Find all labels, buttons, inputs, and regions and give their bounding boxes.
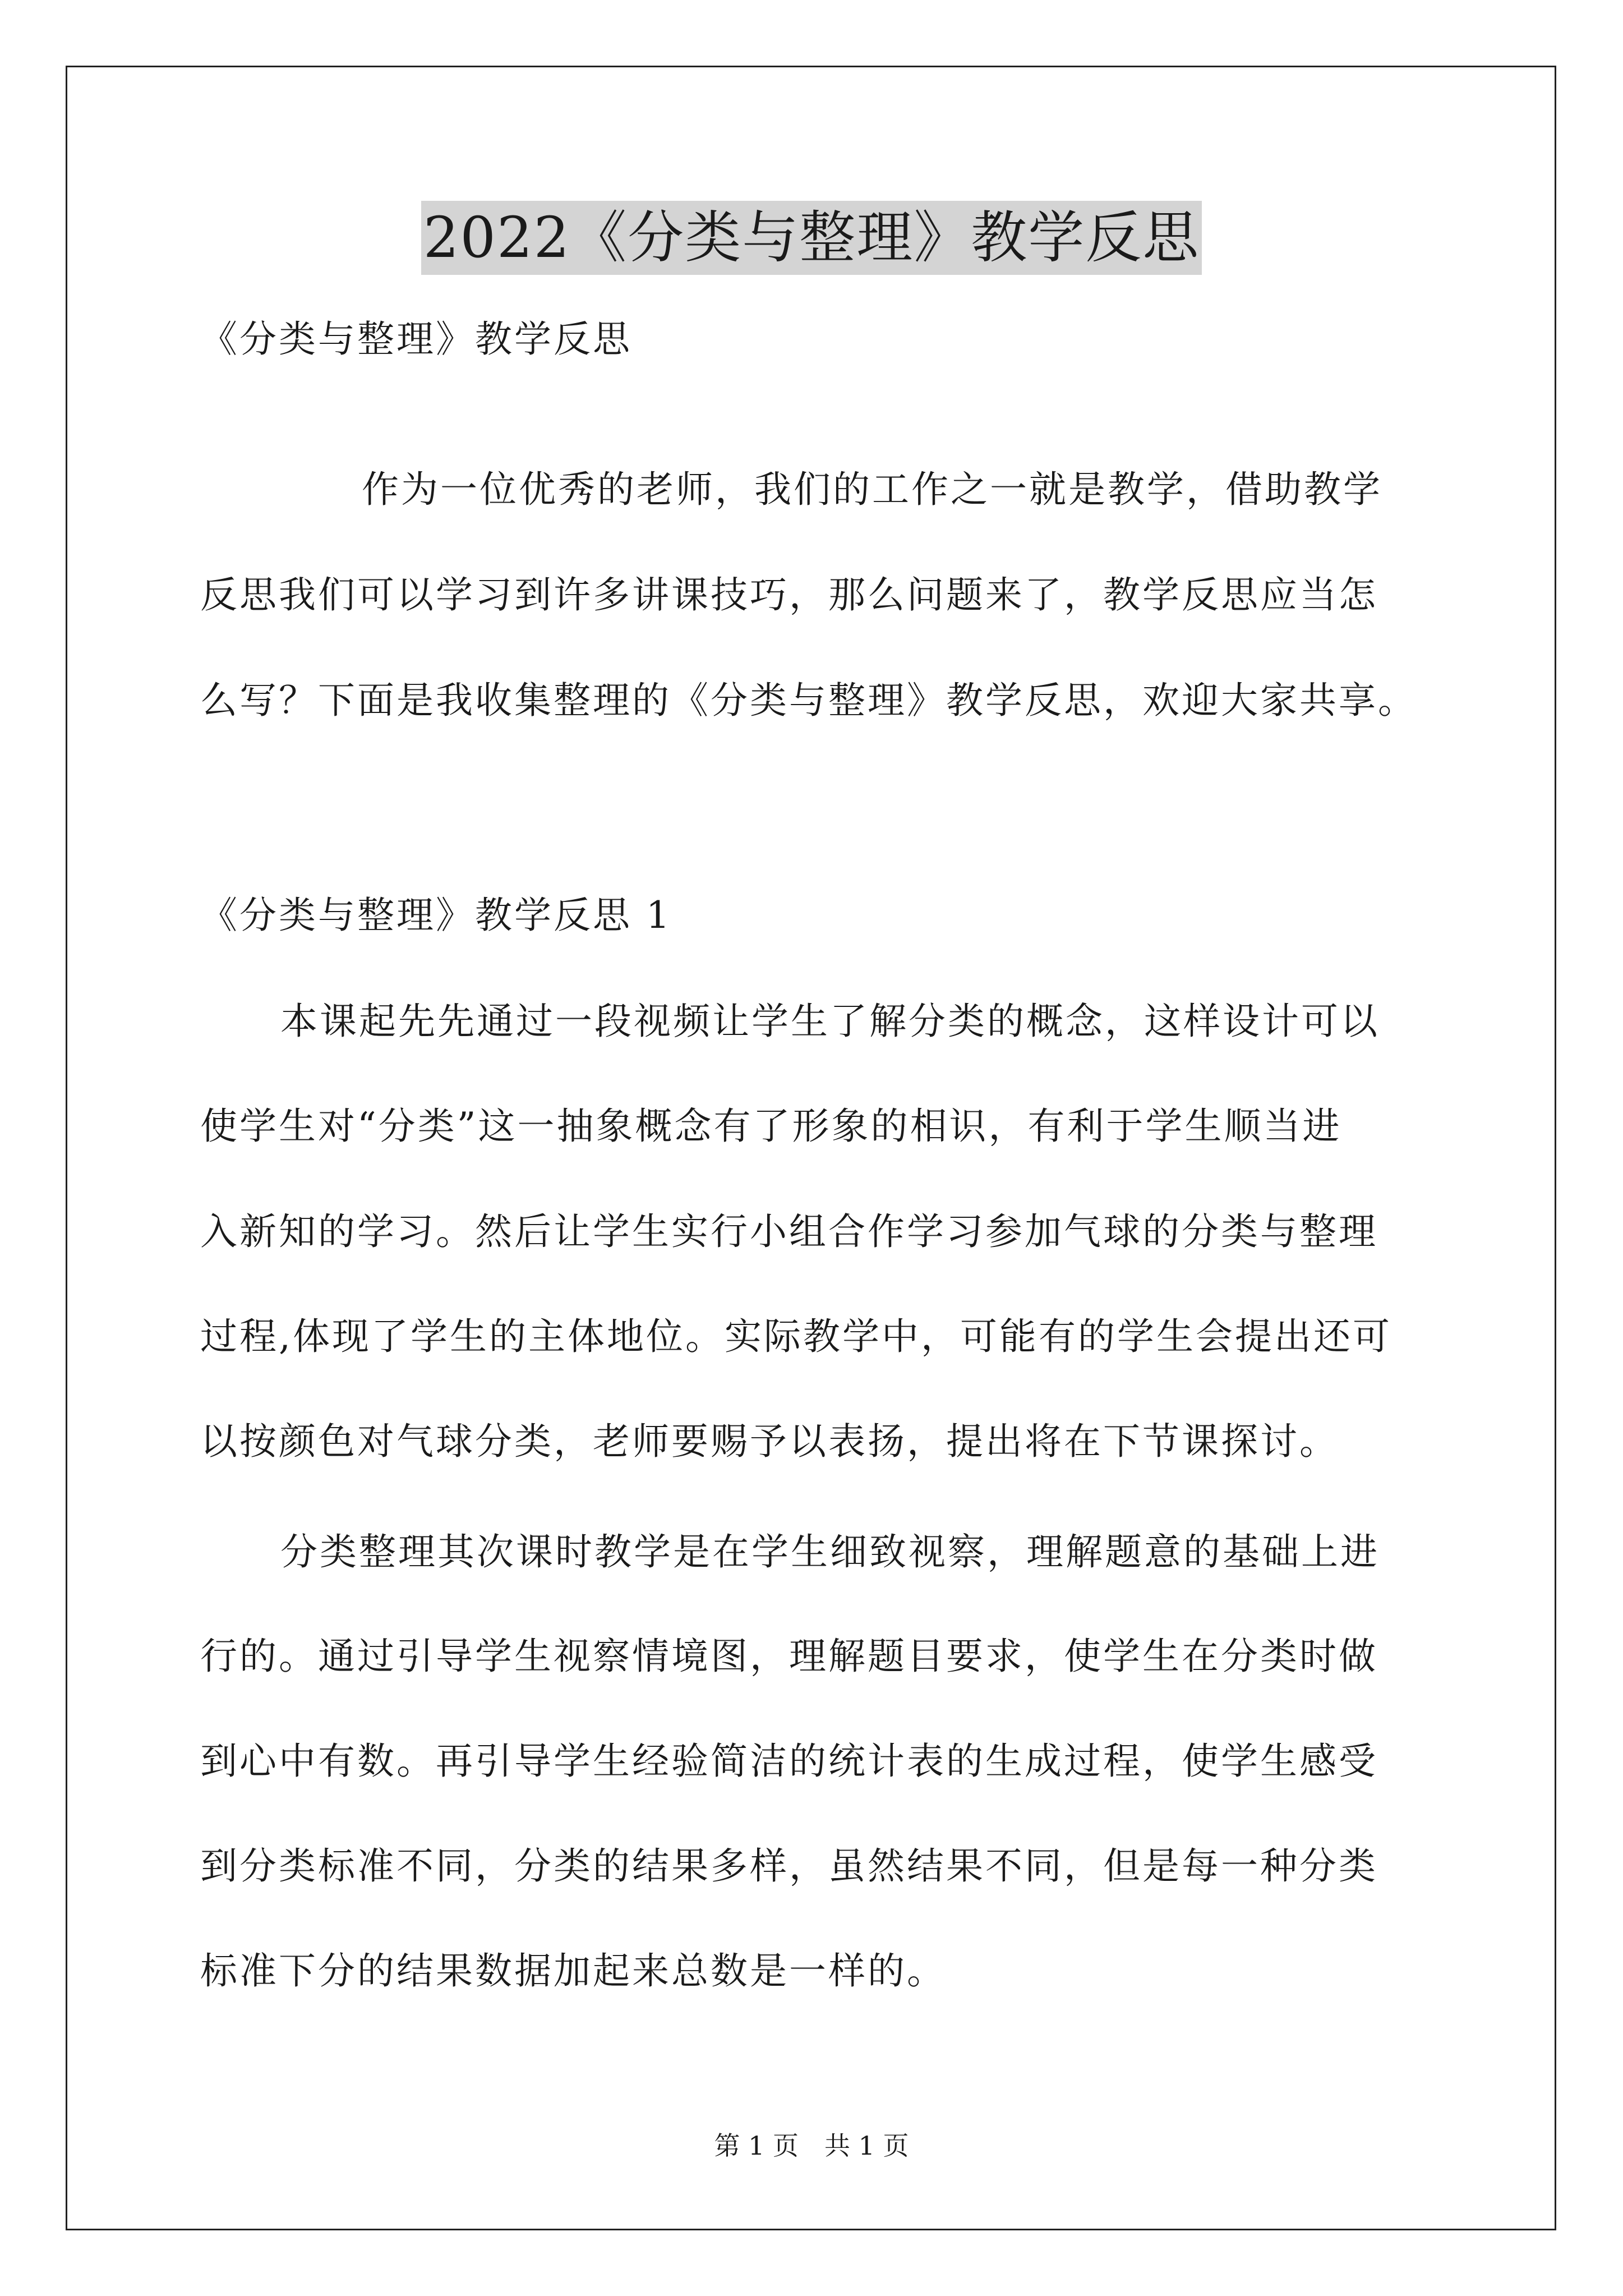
page-footer: 第 1 页 共 1 页 — [714, 2131, 909, 2161]
intro-line-3: 么写？下面是我收集整理的《分类与整理》教学反思，欢迎大家共享。 — [200, 679, 1417, 722]
intro-line-2: 反思我们可以学习到许多讲课技巧，那么问题来了，教学反思应当怎 — [200, 573, 1378, 616]
section-heading: 《分类与整理》教学反思 1 — [200, 894, 672, 937]
paragraph1-line-5: 以按颜色对气球分类，老师要赐予以表扬，提出将在下节课探讨。 — [200, 1420, 1339, 1463]
document-title: 2022《分类与整理》教学反思 — [421, 201, 1202, 275]
paragraph2-line-1: 分类整理其次课时教学是在学生细致视察，理解题意的基础上进 — [280, 1530, 1380, 1573]
paragraph1-line-2: 使学生对“分类”这一抽象概念有了形象的相识，有利于学生顺当进 — [200, 1105, 1342, 1148]
title-container — [0, 201, 1623, 275]
document-subtitle: 《分类与整理》教学反思 — [200, 318, 632, 361]
paragraph2-line-5: 标准下分的结果数据加起来总数是一样的。 — [200, 1949, 946, 1993]
paragraph1-line-4: 过程,体现了学生的主体地位。实际教学中，可能有的学生会提出还可 — [200, 1315, 1392, 1358]
paragraph1-line-3: 入新知的学习。然后让学生实行小组合作学习参加气球的分类与整理 — [200, 1210, 1378, 1253]
intro-line-1: 作为一位优秀的老师，我们的工作之一就是教学，借助教学 — [362, 468, 1382, 511]
paragraph2-line-2: 行的。通过引导学生视察情境图，理解题目要求，使学生在分类时做 — [200, 1635, 1378, 1678]
paragraph2-line-4: 到分类标准不同，分类的结果多样，虽然结果不同，但是每一种分类 — [200, 1844, 1378, 1888]
paragraph2-line-3: 到心中有数。再引导学生经验简洁的统计表的生成过程，使学生感受 — [200, 1740, 1378, 1783]
paragraph1-line-1: 本课起先先通过一段视频让学生了解分类的概念，这样设计可以 — [280, 1000, 1380, 1043]
